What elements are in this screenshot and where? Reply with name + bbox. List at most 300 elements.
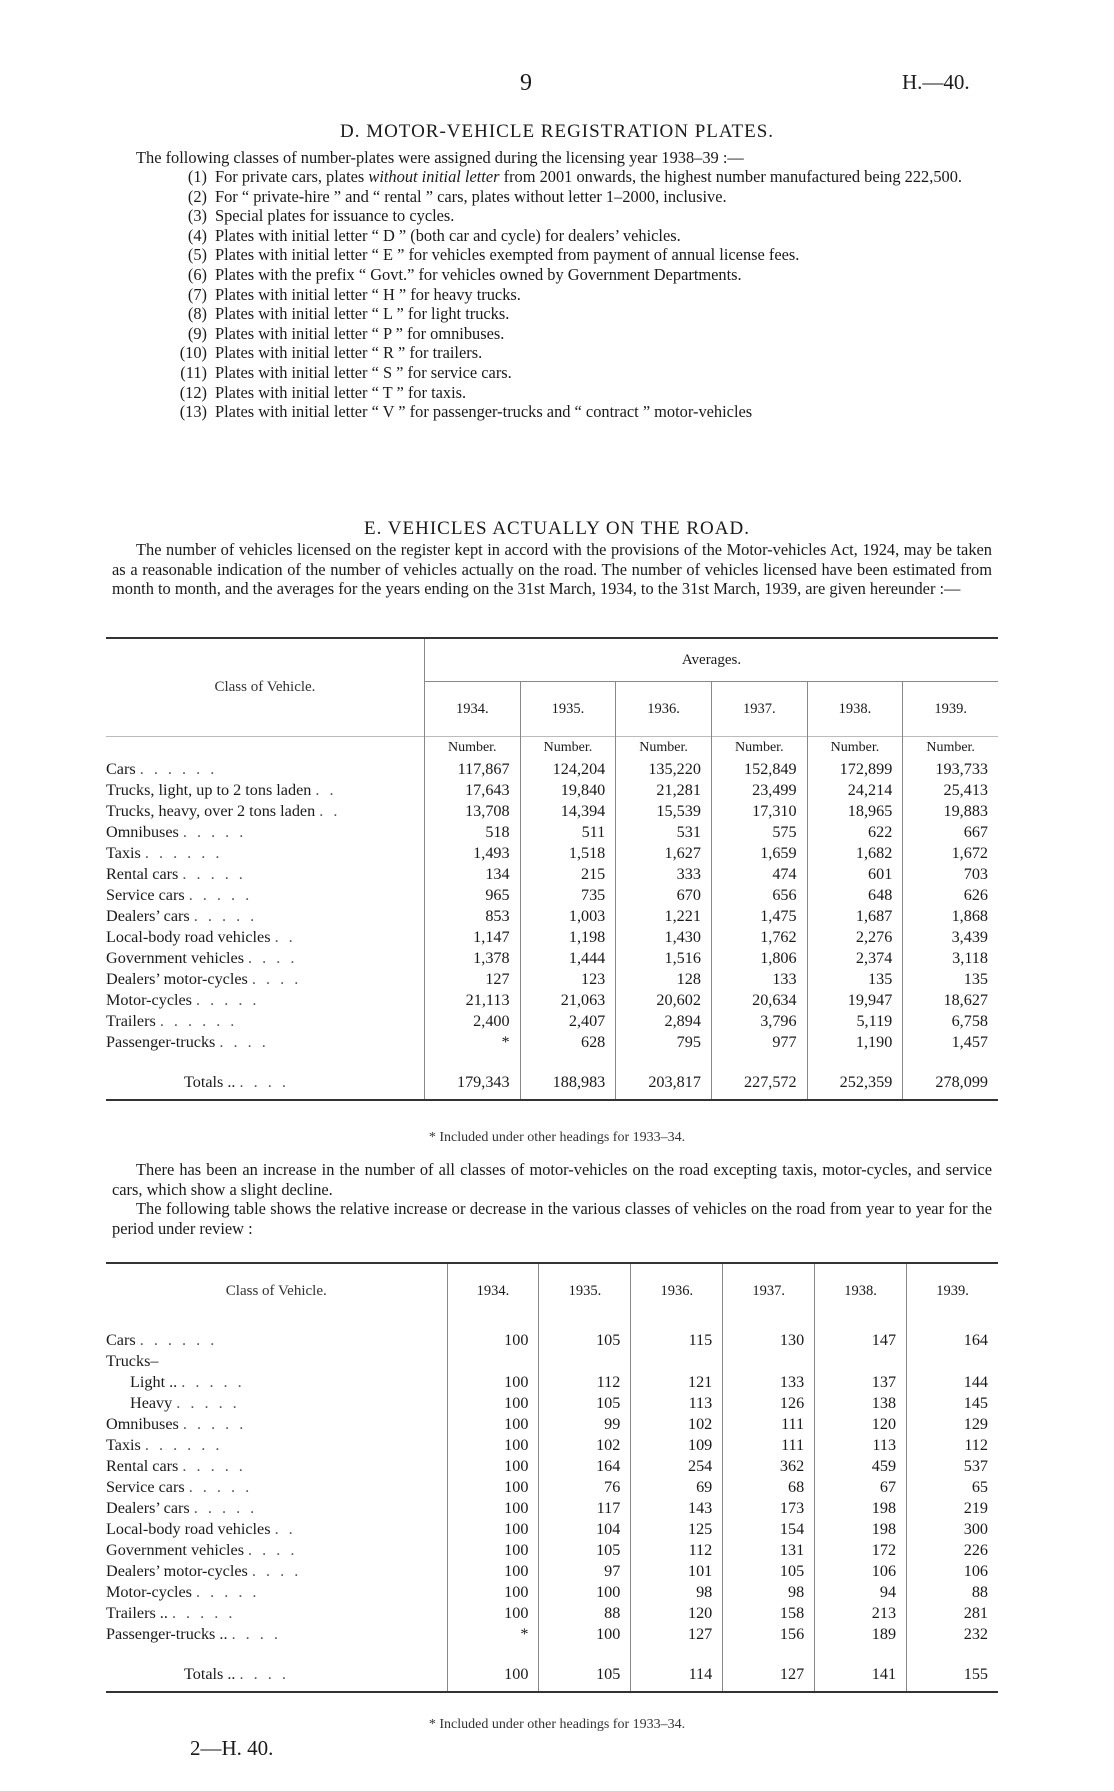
value-cell: 2,276: [807, 927, 903, 948]
value-cell: 100: [447, 1540, 539, 1561]
document-reference: H.—40.: [902, 70, 970, 94]
row-label: [106, 759, 424, 780]
value-cell: 131: [723, 1540, 815, 1561]
value-cell: 17,310: [711, 801, 807, 822]
value-cell: 128: [616, 969, 712, 990]
row-label: [106, 927, 424, 948]
value-cell: 101: [631, 1561, 723, 1582]
value-cell: 1,475: [711, 906, 807, 927]
value-cell: 121: [631, 1372, 723, 1393]
table-a-footnote: * Included under other headings for 1933–34.: [428, 1130, 686, 1145]
table-row: [106, 1435, 998, 1456]
value-cell: 531: [616, 822, 712, 843]
totals-row: [106, 1065, 998, 1100]
value-cell: 124,204: [520, 759, 616, 780]
table-row: [106, 1372, 998, 1393]
value-cell: 5,119: [807, 1011, 903, 1032]
totals-row: [106, 1657, 998, 1692]
value-cell: 1,868: [903, 906, 998, 927]
value-cell: 15,539: [616, 801, 712, 822]
value-cell: 112: [631, 1540, 723, 1561]
leader-dots: . . . . .: [182, 1415, 247, 1433]
value-cell: 1,378: [424, 948, 520, 969]
row-label: [106, 1330, 447, 1351]
row-label-text: Passenger-trucks: [106, 1033, 216, 1051]
value-cell: 172,899: [807, 759, 903, 780]
value-cell: [539, 1351, 631, 1372]
row-label: [106, 969, 424, 990]
value-cell: 69: [631, 1477, 723, 1498]
row-label: [106, 906, 424, 927]
value-cell: 1,518: [520, 843, 616, 864]
value-cell: 18,627: [903, 990, 998, 1011]
value-cell: 19,840: [520, 780, 616, 801]
value-cell: [815, 1351, 907, 1372]
row-label-text: Government vehicles: [106, 1541, 244, 1559]
spacer-cell: [520, 1053, 616, 1065]
leader-dots: . . . .: [251, 1562, 302, 1580]
row-label-text: Service cars: [106, 1478, 185, 1496]
value-cell: 106: [815, 1561, 907, 1582]
totals-label: [106, 1065, 424, 1100]
row-label-text: Rental cars: [106, 865, 179, 883]
value-cell: 21,113: [424, 990, 520, 1011]
value-cell: 1,003: [520, 906, 616, 927]
value-cell: 1,516: [616, 948, 712, 969]
value-cell: 226: [907, 1540, 998, 1561]
row-label-text: Trucks–: [106, 1352, 159, 1370]
value-cell: 23,499: [711, 780, 807, 801]
row-label: [106, 1032, 424, 1053]
table-row: [106, 1603, 998, 1624]
value-cell: 152,849: [711, 759, 807, 780]
plate-text: For private cars, plates: [215, 167, 369, 186]
middle-paragraph-1-text: There has been an increase in the number of all classes of motor-vehicles on the road excepting taxis, motor-cycles, and service cars, which show a slight decline.: [112, 1160, 992, 1199]
table-row: [106, 948, 998, 969]
plate-item: [165, 285, 993, 305]
row-label-text: Cars: [106, 1331, 136, 1349]
row-label-text: Service cars: [106, 886, 185, 904]
unit-label: Number.: [616, 737, 712, 760]
plate-number: (2): [187, 186, 207, 206]
value-cell: 100: [447, 1456, 539, 1477]
table-row: [106, 990, 998, 1011]
row-label: [106, 1456, 447, 1477]
row-label-text: Taxis: [106, 1436, 141, 1454]
value-cell: 100: [539, 1582, 631, 1603]
spacer-cell: [539, 1645, 631, 1657]
value-cell: 21,063: [520, 990, 616, 1011]
class-of-vehicle-header: Class of Vehicle.: [214, 679, 316, 695]
value-cell: 94: [815, 1582, 907, 1603]
row-label: [106, 822, 424, 843]
value-cell: 19,947: [807, 990, 903, 1011]
value-cell: 100: [447, 1414, 539, 1435]
table-row: [106, 927, 998, 948]
plate-item: [165, 187, 993, 207]
year-header: 1934.: [447, 1263, 539, 1318]
leader-dots: . . . .: [251, 970, 302, 988]
value-cell: 977: [711, 1032, 807, 1053]
table-row: [106, 1351, 998, 1372]
value-cell: 100: [447, 1582, 539, 1603]
plate-item: [165, 304, 993, 324]
plate-item: [165, 383, 993, 403]
value-cell: 703: [903, 864, 998, 885]
plate-number: (4): [187, 225, 207, 245]
value-cell: 6,758: [903, 1011, 998, 1032]
value-cell: 115: [631, 1330, 723, 1351]
value-cell: 193,733: [903, 759, 998, 780]
value-cell: 21,281: [616, 780, 712, 801]
total-cell: 114: [631, 1657, 723, 1692]
total-cell: 100: [447, 1657, 539, 1692]
row-label-text: Local-body road vehicles: [106, 928, 271, 946]
value-cell: 126: [723, 1393, 815, 1414]
row-label: [106, 1582, 447, 1603]
leader-dots: . .: [315, 781, 337, 799]
row-label-text: Omnibuses: [106, 823, 179, 841]
value-cell: 24,214: [807, 780, 903, 801]
value-cell: 1,430: [616, 927, 712, 948]
value-cell: 667: [903, 822, 998, 843]
row-label-text: Dealers’ motor-cycles: [106, 970, 248, 988]
leader-dots: . .: [319, 802, 341, 820]
row-label: [106, 1351, 447, 1372]
spacer-cell: [447, 1645, 539, 1657]
row-label: [106, 1435, 447, 1456]
value-cell: 117: [539, 1498, 631, 1519]
value-cell: 198: [815, 1519, 907, 1540]
value-cell: 198: [815, 1498, 907, 1519]
plate-description: Plates with initial letter “ T ” for taxis.: [215, 382, 467, 402]
plate-item: [165, 245, 993, 265]
leader-dots: . . . . .: [182, 1457, 246, 1475]
value-cell: 511: [520, 822, 616, 843]
totals-label: [106, 1657, 447, 1692]
plates-list: [165, 167, 993, 422]
year-header: 1939.: [903, 682, 998, 737]
value-cell: 18,965: [807, 801, 903, 822]
value-cell: 133: [711, 969, 807, 990]
value-cell: 105: [539, 1540, 631, 1561]
value-cell: 125: [631, 1519, 723, 1540]
leader-dots: . . . .: [248, 949, 298, 967]
value-cell: 105: [539, 1393, 631, 1414]
leader-dots: . . . . .: [196, 991, 260, 1009]
value-cell: 111: [723, 1435, 815, 1456]
value-cell: 135,220: [616, 759, 712, 780]
value-cell: 1,457: [903, 1032, 998, 1053]
spacer-cell: [711, 1053, 807, 1065]
value-cell: 120: [815, 1414, 907, 1435]
value-cell: 17,643: [424, 780, 520, 801]
value-cell: *: [424, 1032, 520, 1053]
value-cell: 100: [539, 1624, 631, 1645]
leader-dots: . . . . .: [182, 865, 246, 883]
value-cell: 219: [907, 1498, 998, 1519]
year-header: 1936.: [616, 682, 712, 737]
row-label-text: Motor-cycles: [106, 991, 192, 1009]
leader-dots: . . . . . .: [144, 1436, 223, 1454]
plate-item: [165, 402, 993, 422]
value-cell: 133: [723, 1372, 815, 1393]
row-label-text: Dealers’ cars: [106, 907, 190, 925]
leader-dots: . . . . .: [188, 1478, 253, 1496]
value-cell: 147: [815, 1330, 907, 1351]
row-label: [106, 1414, 447, 1435]
plate-number: (10): [179, 343, 207, 363]
total-cell: 188,983: [520, 1065, 616, 1100]
value-cell: 3,796: [711, 1011, 807, 1032]
table-row: [106, 1393, 998, 1414]
table-row: [106, 1540, 998, 1561]
leader-dots: . . . .: [248, 1541, 298, 1559]
value-cell: 156: [723, 1624, 815, 1645]
plate-description: [215, 167, 993, 187]
year-header: 1935.: [520, 682, 616, 737]
table-row: [106, 1519, 998, 1540]
value-cell: [723, 1351, 815, 1372]
unit-label: Number.: [520, 737, 616, 760]
unit-label: Number.: [424, 737, 520, 760]
value-cell: 1,682: [807, 843, 903, 864]
value-cell: 1,198: [520, 927, 616, 948]
value-cell: 626: [903, 885, 998, 906]
value-cell: 1,190: [807, 1032, 903, 1053]
plate-item: [165, 167, 993, 187]
spacer-cell: [539, 1318, 631, 1330]
spacer-cell: [807, 1053, 903, 1065]
row-label: [106, 885, 424, 906]
value-cell: *: [447, 1624, 539, 1645]
leader-dots: . . . . . .: [139, 1331, 218, 1349]
unit-label: Number.: [807, 737, 903, 760]
value-cell: 102: [631, 1414, 723, 1435]
value-cell: 1,147: [424, 927, 520, 948]
value-cell: 213: [815, 1603, 907, 1624]
leader-dots: . . . . .: [176, 1394, 240, 1412]
section-d-intro: [112, 148, 992, 168]
value-cell: 1,659: [711, 843, 807, 864]
value-cell: 14,394: [520, 801, 616, 822]
plate-item: [165, 206, 993, 226]
row-label-text: Trailers: [106, 1012, 156, 1030]
year-header: 1938.: [815, 1263, 907, 1318]
value-cell: 76: [539, 1477, 631, 1498]
value-cell: 281: [907, 1603, 998, 1624]
plate-description: Plates with initial letter “ D ” (both car and cycle) for dealers’ vehicles.: [215, 225, 681, 245]
value-cell: 622: [807, 822, 903, 843]
table-row: [106, 1624, 998, 1645]
row-label-text: Heavy: [130, 1394, 173, 1412]
value-cell: 106: [907, 1561, 998, 1582]
value-cell: 112: [907, 1435, 998, 1456]
spacer-cell: [815, 1318, 907, 1330]
row-label-text: Light ..: [130, 1373, 178, 1391]
leader-dots: . . . . .: [171, 1604, 236, 1622]
value-cell: 459: [815, 1456, 907, 1477]
row-label-text: Government vehicles: [106, 949, 244, 967]
value-cell: 518: [424, 822, 520, 843]
value-cell: 134: [424, 864, 520, 885]
page-number: 9: [520, 70, 532, 96]
value-cell: 1,806: [711, 948, 807, 969]
value-cell: 19,883: [903, 801, 998, 822]
table-row: [106, 969, 998, 990]
plate-description: Special plates for issuance to cycles.: [215, 206, 455, 226]
value-cell: 158: [723, 1603, 815, 1624]
spacer-cell: [907, 1318, 998, 1330]
plate-number: (6): [187, 264, 207, 284]
plate-description: Plates with initial letter “ P ” for omnibuses.: [215, 323, 505, 343]
total-cell: 105: [539, 1657, 631, 1692]
class-of-vehicle-header: Class of Vehicle.: [225, 1282, 327, 1299]
row-label-text: Trucks, heavy, over 2 tons laden: [106, 802, 316, 820]
value-cell: 100: [447, 1498, 539, 1519]
value-cell: 144: [907, 1372, 998, 1393]
plate-description: Plates with initial letter “ R ” for trailers.: [215, 343, 483, 363]
row-label-text: Motor-cycles: [106, 1583, 192, 1601]
value-cell: 1,672: [903, 843, 998, 864]
plate-description: Plates with initial letter “ H ” for heavy trucks.: [215, 284, 521, 304]
middle-paragraph-2-text: The following table shows the relative increase or decrease in the various classes of vehicles on the road from year to year for the period under review :: [112, 1199, 992, 1238]
value-cell: 129: [907, 1414, 998, 1435]
plate-text: from 2001 onwards, the highest number manufactured being 222,500.: [499, 167, 963, 186]
value-cell: 135: [903, 969, 998, 990]
spacer-cell: [106, 1318, 447, 1330]
value-cell: 130: [723, 1330, 815, 1351]
value-cell: 628: [520, 1032, 616, 1053]
table-row: [106, 1330, 998, 1351]
row-label-text: Omnibuses: [106, 1415, 179, 1433]
value-cell: 164: [539, 1456, 631, 1477]
row-label-text: Trailers ..: [106, 1604, 168, 1622]
value-cell: 300: [907, 1519, 998, 1540]
value-cell: 120: [631, 1603, 723, 1624]
spacer-cell: [907, 1645, 998, 1657]
value-cell: 20,634: [711, 990, 807, 1011]
row-label: [106, 1624, 447, 1645]
value-cell: 111: [723, 1414, 815, 1435]
row-label: [106, 1498, 447, 1519]
table-row: [106, 1582, 998, 1603]
year-header: 1936.: [631, 1263, 723, 1318]
value-cell: 25,413: [903, 780, 998, 801]
leader-dots: . . . . .: [182, 823, 247, 841]
table-row: [106, 906, 998, 927]
value-cell: 965: [424, 885, 520, 906]
value-cell: 853: [424, 906, 520, 927]
row-label-text: Taxis: [106, 844, 141, 862]
middle-paragraph-2: [112, 1199, 992, 1238]
row-label: [106, 801, 424, 822]
value-cell: 138: [815, 1393, 907, 1414]
value-cell: 117,867: [424, 759, 520, 780]
value-cell: 112: [539, 1372, 631, 1393]
value-cell: 135: [807, 969, 903, 990]
value-cell: 127: [424, 969, 520, 990]
value-cell: 20,602: [616, 990, 712, 1011]
table-row: [106, 885, 998, 906]
plate-number: (1): [187, 167, 207, 186]
value-cell: 13,708: [424, 801, 520, 822]
spacer-cell: [903, 1053, 998, 1065]
row-label: [106, 1561, 447, 1582]
plate-item: [165, 265, 993, 285]
value-cell: 172: [815, 1540, 907, 1561]
row-label: [106, 1519, 447, 1540]
total-cell: 203,817: [616, 1065, 712, 1100]
table-row: [106, 759, 998, 780]
row-label: [106, 1372, 447, 1393]
plate-description: Plates with initial letter “ E ” for vehicles exempted from payment of annual license fees.: [215, 245, 800, 265]
value-cell: 2,374: [807, 948, 903, 969]
year-header: 1934.: [424, 682, 520, 737]
value-cell: 137: [815, 1372, 907, 1393]
value-cell: [447, 1351, 539, 1372]
leader-dots: . . . . .: [196, 1583, 260, 1601]
middle-paragraphs: [112, 1160, 992, 1238]
value-cell: 97: [539, 1561, 631, 1582]
total-cell: 127: [723, 1657, 815, 1692]
value-cell: 575: [711, 822, 807, 843]
leader-dots: . . . . .: [181, 1373, 245, 1391]
value-cell: 2,894: [616, 1011, 712, 1032]
spacer-cell: [723, 1645, 815, 1657]
year-header: 1937.: [723, 1263, 815, 1318]
value-cell: 537: [907, 1456, 998, 1477]
plate-description: For “ private-hire ” and “ rental ” cars, plates without letter 1–2000, inclusive.: [215, 186, 727, 206]
plate-number: (7): [187, 284, 207, 304]
value-cell: 2,400: [424, 1011, 520, 1032]
spacer-cell: [424, 1053, 520, 1065]
spacer-cell: [631, 1645, 723, 1657]
value-cell: 3,118: [903, 948, 998, 969]
middle-paragraph-1: [112, 1160, 992, 1199]
value-cell: 127: [631, 1624, 723, 1645]
leader-dots: . . . .: [239, 1664, 289, 1683]
leader-dots: . . . .: [231, 1625, 281, 1643]
table-row: [106, 1477, 998, 1498]
row-label-text: Rental cars: [106, 1457, 179, 1475]
leader-dots: . .: [274, 928, 296, 946]
plate-number: (13): [179, 402, 207, 422]
spacer-cell: [631, 1318, 723, 1330]
value-cell: 670: [616, 885, 712, 906]
year-header: 1938.: [807, 682, 903, 737]
row-label: [106, 1603, 447, 1624]
value-cell: 100: [447, 1603, 539, 1624]
spacer-cell: [106, 1053, 424, 1065]
totals-label-text: Totals ..: [184, 1072, 236, 1091]
spacer-cell: [815, 1645, 907, 1657]
value-cell: 145: [907, 1393, 998, 1414]
spacer-row: [106, 1645, 998, 1657]
plate-number: (11): [180, 362, 207, 382]
leader-dots: . . . . .: [193, 1499, 258, 1517]
table-row: [106, 780, 998, 801]
leader-dots: . .: [274, 1520, 296, 1538]
value-cell: 100: [447, 1435, 539, 1456]
value-cell: 2,407: [520, 1011, 616, 1032]
value-cell: 254: [631, 1456, 723, 1477]
value-cell: 656: [711, 885, 807, 906]
plate-description: Plates with initial letter “ L ” for light trucks.: [215, 304, 510, 324]
value-cell: 99: [539, 1414, 631, 1435]
row-label: [106, 1477, 447, 1498]
total-cell: 179,343: [424, 1065, 520, 1100]
